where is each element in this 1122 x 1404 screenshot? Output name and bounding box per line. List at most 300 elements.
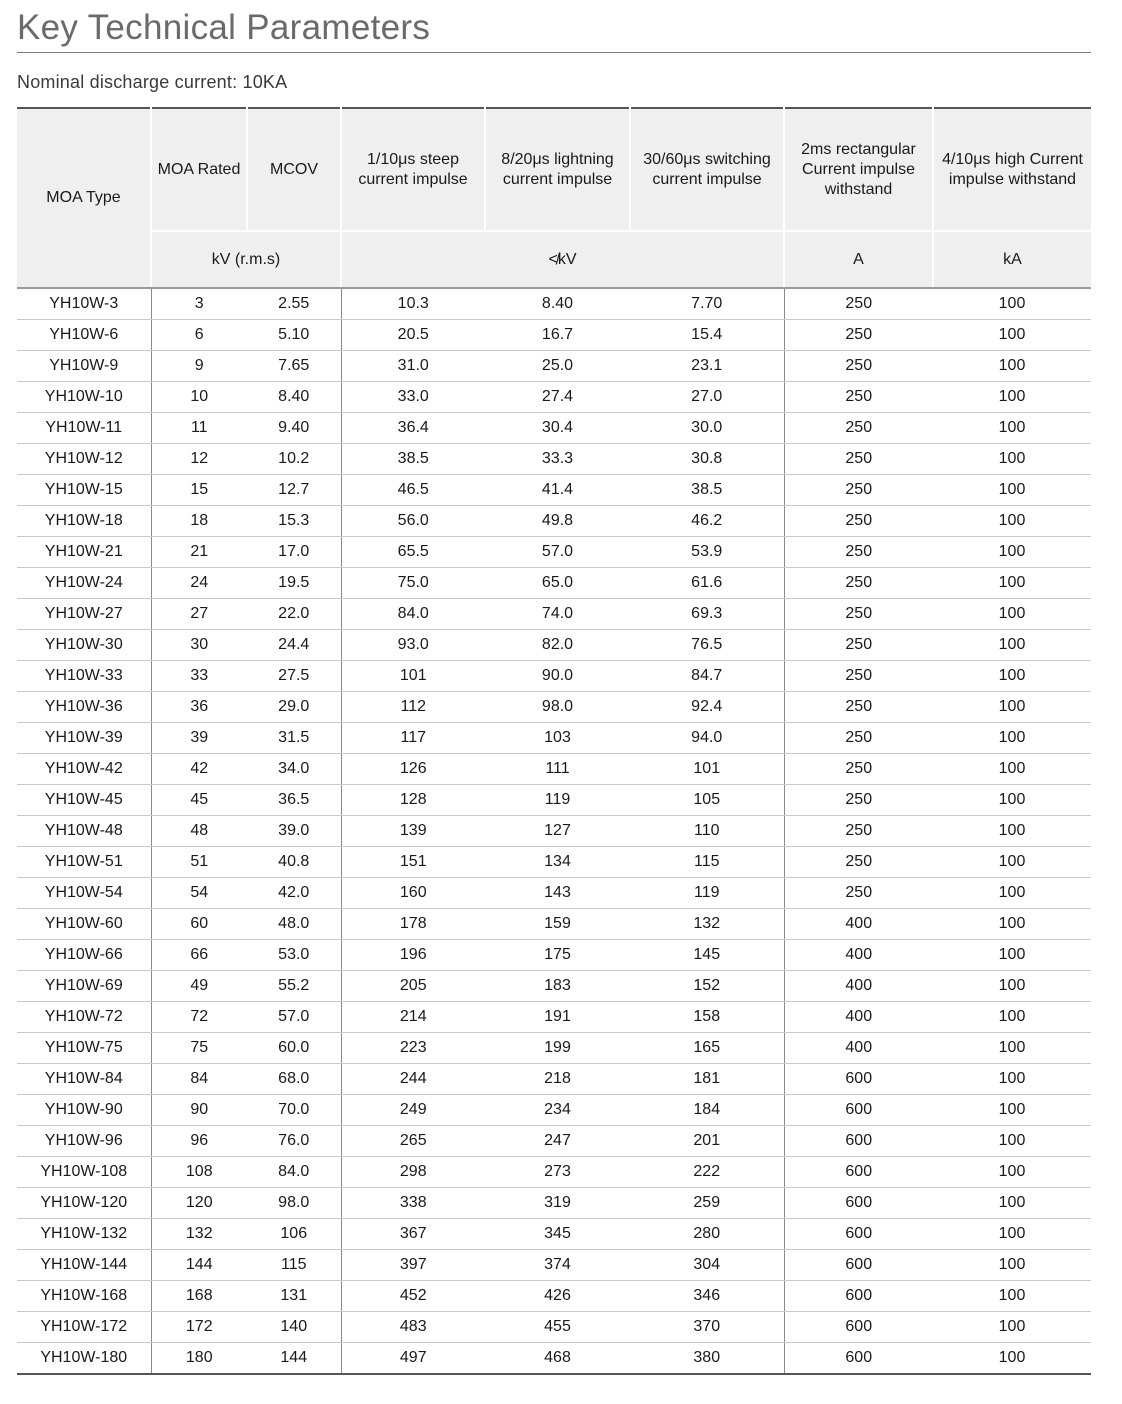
table-row bbox=[17, 940, 1091, 971]
cell-mcov: 39.0 bbox=[247, 816, 341, 847]
cell-lightning: 199 bbox=[485, 1033, 630, 1064]
cell-lightning: 119 bbox=[485, 785, 630, 816]
cell-moa-rated: 12 bbox=[151, 444, 247, 475]
cell-high-current: 100 bbox=[933, 1033, 1091, 1064]
cell-rectangular: 250 bbox=[784, 599, 933, 630]
cell-steep: 244 bbox=[341, 1064, 485, 1095]
cell-steep: 196 bbox=[341, 940, 485, 971]
cell-steep: 265 bbox=[341, 1126, 485, 1157]
cell-mcov: 48.0 bbox=[247, 909, 341, 940]
unit-voltage: kV (r.m.s) bbox=[151, 231, 341, 288]
cell-steep: 160 bbox=[341, 878, 485, 909]
cell-high-current: 100 bbox=[933, 1002, 1091, 1033]
cell-rectangular: 250 bbox=[784, 320, 933, 351]
cell-rectangular: 250 bbox=[784, 537, 933, 568]
table-row bbox=[17, 288, 1091, 320]
cell-moa-type: YH10W-30 bbox=[17, 630, 151, 661]
cell-switching: 346 bbox=[630, 1281, 784, 1312]
cell-switching: 101 bbox=[630, 754, 784, 785]
cell-moa-rated: 51 bbox=[151, 847, 247, 878]
cell-lightning: 8.40 bbox=[485, 288, 630, 320]
table-row bbox=[17, 816, 1091, 847]
cell-rectangular: 400 bbox=[784, 1002, 933, 1033]
cell-steep: 56.0 bbox=[341, 506, 485, 537]
cell-rectangular: 250 bbox=[784, 692, 933, 723]
cell-lightning: 218 bbox=[485, 1064, 630, 1095]
cell-moa-rated: 144 bbox=[151, 1250, 247, 1281]
cell-moa-type: YH10W-75 bbox=[17, 1033, 151, 1064]
cell-mcov: 42.0 bbox=[247, 878, 341, 909]
cell-mcov: 12.7 bbox=[247, 475, 341, 506]
cell-high-current: 100 bbox=[933, 1064, 1091, 1095]
cell-mcov: 29.0 bbox=[247, 692, 341, 723]
cell-switching: 110 bbox=[630, 816, 784, 847]
table-row bbox=[17, 1219, 1091, 1250]
cell-moa-type: YH10W-15 bbox=[17, 475, 151, 506]
cell-high-current: 100 bbox=[933, 320, 1091, 351]
cell-high-current: 100 bbox=[933, 1219, 1091, 1250]
cell-lightning: 127 bbox=[485, 816, 630, 847]
cell-moa-rated: 48 bbox=[151, 816, 247, 847]
cell-rectangular: 600 bbox=[784, 1281, 933, 1312]
cell-rectangular: 250 bbox=[784, 288, 933, 320]
cell-moa-type: YH10W-66 bbox=[17, 940, 151, 971]
table-row bbox=[17, 1250, 1091, 1281]
cell-lightning: 455 bbox=[485, 1312, 630, 1343]
cell-steep: 497 bbox=[399, 1349, 427, 1366]
cell-rectangular: 250 bbox=[784, 723, 933, 754]
cell-moa-rated: 11 bbox=[151, 413, 247, 444]
page-title: Key Technical Parameters bbox=[17, 8, 431, 47]
cell-lightning: 319 bbox=[485, 1188, 630, 1219]
cell-high-current: 100 bbox=[933, 940, 1091, 971]
cell-moa-rated: 42 bbox=[151, 754, 247, 785]
cell-high-current: 100 bbox=[933, 847, 1091, 878]
cell-lightning: 98.0 bbox=[485, 692, 630, 723]
cell-switching: 184 bbox=[630, 1095, 784, 1126]
cell-moa-type: YH10W-3 bbox=[17, 288, 151, 320]
cell-switching: 380 bbox=[630, 1343, 784, 1375]
table-row bbox=[17, 1281, 1091, 1312]
cell-steep: 151 bbox=[341, 847, 485, 878]
cell-moa-rated: 90 bbox=[151, 1095, 247, 1126]
cell-steep: 93.0 bbox=[341, 630, 485, 661]
cell-high-current: 100 bbox=[933, 288, 1091, 320]
cell-rectangular: 400 bbox=[784, 971, 933, 1002]
cell-steep: 46.5 bbox=[341, 475, 485, 506]
cell-lightning: 30.4 bbox=[485, 413, 630, 444]
cell-moa-type: YH10W-18 bbox=[17, 506, 151, 537]
cell-switching: 76.5 bbox=[630, 630, 784, 661]
unit-rectangular: A bbox=[784, 231, 933, 288]
cell-mcov: 9.40 bbox=[247, 413, 341, 444]
cell-lightning: 345 bbox=[485, 1219, 630, 1250]
cell-rectangular: 250 bbox=[784, 785, 933, 816]
cell-moa-rated: 3 bbox=[151, 288, 247, 320]
cell-moa-type: YH10W-144 bbox=[17, 1250, 151, 1281]
table-row bbox=[17, 971, 1091, 1002]
cell-mcov: 17.0 bbox=[247, 537, 341, 568]
cell-steep: 33.0 bbox=[341, 382, 485, 413]
cell-moa-rated: 132 bbox=[151, 1219, 247, 1250]
unit-high-current: kA bbox=[933, 231, 1091, 288]
cell-lightning: 27.4 bbox=[485, 382, 630, 413]
cell-moa-type: YH10W-12 bbox=[17, 444, 151, 475]
cell-mcov: 27.5 bbox=[247, 661, 341, 692]
cell-moa-type: YH10W-108 bbox=[17, 1157, 151, 1188]
cell-moa-type: YH10W-39 bbox=[17, 723, 151, 754]
cell-lightning: 247 bbox=[485, 1126, 630, 1157]
cell-moa-rated: 96 bbox=[151, 1126, 247, 1157]
cell-mcov: 106 bbox=[247, 1219, 341, 1250]
table-row bbox=[17, 1064, 1091, 1095]
cell-moa-type: YH10W-6 bbox=[17, 320, 151, 351]
cell-moa-type: YH10W-10 bbox=[17, 382, 151, 413]
header-rectangular-withstand: 2ms rectangular Current impulse withstand bbox=[784, 108, 933, 231]
cell-steep: 84.0 bbox=[341, 599, 485, 630]
cell-high-current: 100 bbox=[933, 723, 1091, 754]
cell-rectangular: 600 bbox=[784, 1126, 933, 1157]
cell-steep: 117 bbox=[341, 723, 485, 754]
cell-mcov: 55.2 bbox=[247, 971, 341, 1002]
cell-mcov: 19.5 bbox=[247, 568, 341, 599]
cell-steep: 65.5 bbox=[341, 537, 485, 568]
cell-switching: 38.5 bbox=[630, 475, 784, 506]
cell-moa-rated: 172 bbox=[151, 1312, 247, 1343]
cell-steep: 112 bbox=[341, 692, 485, 723]
cell-switching: 105 bbox=[630, 785, 784, 816]
cell-mcov: 22.0 bbox=[247, 599, 341, 630]
cell-high-current: 100 bbox=[933, 1281, 1091, 1312]
cell-moa-rated: 84 bbox=[151, 1064, 247, 1095]
table-row bbox=[17, 1343, 1091, 1375]
table-row bbox=[17, 723, 1091, 754]
cell-rectangular: 600 bbox=[784, 1250, 933, 1281]
cell-high-current: 100 bbox=[933, 444, 1091, 475]
cell-lightning: 82.0 bbox=[485, 630, 630, 661]
cell-lightning: 25.0 bbox=[485, 351, 630, 382]
cell-switching: 61.6 bbox=[630, 568, 784, 599]
cell-moa-rated: 18 bbox=[151, 506, 247, 537]
cell-switching: 132 bbox=[630, 909, 784, 940]
cell-moa-type: YH10W-33 bbox=[17, 661, 151, 692]
cell-moa-type: YH10W-45 bbox=[17, 785, 151, 816]
cell-mcov: 140 bbox=[247, 1312, 341, 1343]
cell-high-current: 100 bbox=[933, 382, 1091, 413]
cell-switching: 46.2 bbox=[630, 506, 784, 537]
cell-mcov: 76.0 bbox=[247, 1126, 341, 1157]
cell-moa-rated: 10 bbox=[151, 382, 247, 413]
cell-high-current: 100 bbox=[933, 351, 1091, 382]
cell-moa-rated: 75 bbox=[151, 1033, 247, 1064]
cell-high-current: 100 bbox=[933, 1157, 1091, 1188]
cell-moa-rated: 9 bbox=[151, 351, 247, 382]
cell-lightning: 191 bbox=[485, 1002, 630, 1033]
cell-moa-type: YH10W-9 bbox=[17, 351, 151, 382]
table-row bbox=[17, 878, 1091, 909]
cell-high-current: 100 bbox=[933, 1095, 1091, 1126]
cell-moa-rated: 168 bbox=[151, 1281, 247, 1312]
cell-moa-rated: 66 bbox=[151, 940, 247, 971]
cell-moa-rated: 15 bbox=[151, 475, 247, 506]
cell-rectangular: 600 bbox=[845, 1349, 873, 1366]
cell-moa-rated: 36 bbox=[151, 692, 247, 723]
cell-high-current: 100 bbox=[933, 475, 1091, 506]
table-row bbox=[17, 847, 1091, 878]
cell-high-current: 100 bbox=[933, 537, 1091, 568]
cell-moa-type: YH10W-90 bbox=[17, 1095, 151, 1126]
nominal-discharge-subtitle: Nominal discharge current: 10KA bbox=[17, 72, 288, 92]
cell-switching: 119 bbox=[630, 878, 784, 909]
cell-steep: 214 bbox=[341, 1002, 485, 1033]
cell-steep: 38.5 bbox=[341, 444, 485, 475]
cell-steep: 20.5 bbox=[341, 320, 485, 351]
cell-moa-type: YH10W-54 bbox=[17, 878, 151, 909]
table-row bbox=[17, 320, 1091, 351]
cell-moa-rated: 72 bbox=[151, 1002, 247, 1033]
cell-mcov: 31.5 bbox=[247, 723, 341, 754]
cell-switching: 259 bbox=[630, 1188, 784, 1219]
cell-lightning: 159 bbox=[485, 909, 630, 940]
cell-moa-type: YH10W-172 bbox=[17, 1312, 151, 1343]
cell-moa-type: YH10W-27 bbox=[17, 599, 151, 630]
cell-steep: 75.0 bbox=[341, 568, 485, 599]
cell-mcov: 84.0 bbox=[247, 1157, 341, 1188]
cell-switching: 158 bbox=[630, 1002, 784, 1033]
cell-lightning: 374 bbox=[485, 1250, 630, 1281]
cell-mcov: 68.0 bbox=[247, 1064, 341, 1095]
cell-moa-type: YH10W-48 bbox=[17, 816, 151, 847]
table-row bbox=[17, 785, 1091, 816]
cell-high-current: 100 bbox=[933, 661, 1091, 692]
cell-lightning: 90.0 bbox=[485, 661, 630, 692]
technical-parameters-table bbox=[17, 107, 1091, 1375]
cell-rectangular: 250 bbox=[784, 630, 933, 661]
table-row bbox=[17, 1095, 1091, 1126]
cell-moa-rated: 180 bbox=[185, 1349, 213, 1366]
cell-rectangular: 400 bbox=[784, 1033, 933, 1064]
cell-moa-type: YH10W-132 bbox=[17, 1219, 151, 1250]
cell-steep: 397 bbox=[341, 1250, 485, 1281]
cell-moa-type: YH10W-11 bbox=[17, 413, 151, 444]
cell-mcov: 5.10 bbox=[247, 320, 341, 351]
cell-lightning: 33.3 bbox=[485, 444, 630, 475]
table-row bbox=[17, 630, 1091, 661]
cell-rectangular: 600 bbox=[784, 1157, 933, 1188]
cell-moa-type: YH10W-96 bbox=[17, 1126, 151, 1157]
table-row bbox=[17, 1312, 1091, 1343]
cell-steep: 249 bbox=[341, 1095, 485, 1126]
table-row bbox=[17, 754, 1091, 785]
cell-lightning: 143 bbox=[485, 878, 630, 909]
cell-rectangular: 250 bbox=[784, 568, 933, 599]
cell-mcov: 10.2 bbox=[247, 444, 341, 475]
cell-mcov: 2.55 bbox=[247, 288, 341, 320]
table-row bbox=[17, 413, 1091, 444]
cell-moa-rated: 30 bbox=[151, 630, 247, 661]
cell-high-current: 100 bbox=[933, 785, 1091, 816]
table-row bbox=[17, 1157, 1091, 1188]
cell-moa-rated: 21 bbox=[151, 537, 247, 568]
cell-lightning: 183 bbox=[485, 971, 630, 1002]
cell-rectangular: 250 bbox=[784, 754, 933, 785]
header-high-current-withstand: 4/10μs high Current impulse withstand bbox=[933, 108, 1091, 231]
cell-mcov: 98.0 bbox=[247, 1188, 341, 1219]
cell-lightning: 111 bbox=[485, 754, 630, 785]
cell-switching: 165 bbox=[630, 1033, 784, 1064]
header-moa-type: MOA Type bbox=[17, 108, 151, 288]
cell-steep: 367 bbox=[341, 1219, 485, 1250]
cell-lightning: 41.4 bbox=[485, 475, 630, 506]
cell-steep: 126 bbox=[341, 754, 485, 785]
cell-mcov: 7.65 bbox=[247, 351, 341, 382]
cell-mcov: 70.0 bbox=[247, 1095, 341, 1126]
cell-steep: 101 bbox=[341, 661, 485, 692]
cell-moa-rated: 49 bbox=[151, 971, 247, 1002]
cell-switching: 94.0 bbox=[630, 723, 784, 754]
cell-mcov: 24.4 bbox=[247, 630, 341, 661]
title-divider bbox=[17, 52, 1091, 53]
cell-moa-type: YH10W-51 bbox=[17, 847, 151, 878]
cell-lightning: 273 bbox=[485, 1157, 630, 1188]
cell-switching: 27.0 bbox=[630, 382, 784, 413]
cell-moa-type: YH10W-180 bbox=[17, 1343, 151, 1375]
cell-mcov: 60.0 bbox=[247, 1033, 341, 1064]
cell-mcov: 15.3 bbox=[247, 506, 341, 537]
cell-moa-rated: 6 bbox=[151, 320, 247, 351]
cell-lightning: 134 bbox=[485, 847, 630, 878]
table-row bbox=[17, 1188, 1091, 1219]
cell-high-current: 100 bbox=[933, 568, 1091, 599]
cell-rectangular: 250 bbox=[784, 413, 933, 444]
cell-lightning: 74.0 bbox=[485, 599, 630, 630]
cell-switching: 370 bbox=[630, 1312, 784, 1343]
cell-rectangular: 250 bbox=[784, 661, 933, 692]
cell-high-current: 100 bbox=[933, 599, 1091, 630]
cell-rectangular: 250 bbox=[784, 444, 933, 475]
cell-moa-rated: 108 bbox=[151, 1157, 247, 1188]
cell-steep: 31.0 bbox=[341, 351, 485, 382]
table-row bbox=[17, 1033, 1091, 1064]
cell-mcov: 57.0 bbox=[247, 1002, 341, 1033]
cell-mcov: 8.40 bbox=[247, 382, 341, 413]
cell-high-current: 100 bbox=[933, 878, 1091, 909]
cell-steep: 298 bbox=[341, 1157, 485, 1188]
cell-switching: 92.4 bbox=[630, 692, 784, 723]
cell-moa-type: YH10W-120 bbox=[17, 1188, 151, 1219]
cell-switching: 280 bbox=[630, 1219, 784, 1250]
cell-rectangular: 250 bbox=[784, 816, 933, 847]
cell-mcov: 40.8 bbox=[247, 847, 341, 878]
cell-lightning: 175 bbox=[485, 940, 630, 971]
cell-moa-type: YH10W-72 bbox=[17, 1002, 151, 1033]
cell-rectangular: 250 bbox=[784, 847, 933, 878]
cell-steep: 128 bbox=[341, 785, 485, 816]
cell-lightning: 468 bbox=[544, 1349, 571, 1366]
cell-mcov: 34.0 bbox=[247, 754, 341, 785]
header-row-titles bbox=[17, 108, 1091, 231]
header-lightning-impulse: 8/20μs lightning current impulse bbox=[485, 108, 630, 231]
table-body bbox=[17, 288, 1091, 1374]
table-row bbox=[17, 351, 1091, 382]
cell-high-current: 100 bbox=[933, 413, 1091, 444]
cell-switching: 30.8 bbox=[630, 444, 784, 475]
cell-high-current: 100 bbox=[998, 1349, 1026, 1366]
cell-high-current: 100 bbox=[933, 630, 1091, 661]
cell-moa-rated: 27 bbox=[151, 599, 247, 630]
cell-lightning: 49.8 bbox=[485, 506, 630, 537]
table-row bbox=[17, 909, 1091, 940]
cell-mcov: 144 bbox=[247, 1343, 341, 1375]
cell-high-current: 100 bbox=[933, 816, 1091, 847]
cell-steep: 36.4 bbox=[341, 413, 485, 444]
cell-rectangular: 600 bbox=[784, 1219, 933, 1250]
cell-high-current: 100 bbox=[933, 1312, 1091, 1343]
cell-moa-type: YH10W-69 bbox=[17, 971, 151, 1002]
cell-steep: 178 bbox=[341, 909, 485, 940]
header-row-units bbox=[17, 231, 1091, 288]
cell-rectangular: 250 bbox=[784, 351, 933, 382]
cell-moa-rated: 120 bbox=[151, 1188, 247, 1219]
cell-lightning: 234 bbox=[485, 1095, 630, 1126]
header-mcov: MCOV bbox=[247, 108, 341, 231]
cell-moa-rated: 33 bbox=[151, 661, 247, 692]
cell-steep: 205 bbox=[341, 971, 485, 1002]
cell-mcov: 53.0 bbox=[247, 940, 341, 971]
cell-high-current: 100 bbox=[933, 1126, 1091, 1157]
cell-switching: 84.7 bbox=[630, 661, 784, 692]
cell-rectangular: 600 bbox=[784, 1064, 933, 1095]
cell-high-current: 100 bbox=[933, 909, 1091, 940]
cell-high-current: 100 bbox=[933, 754, 1091, 785]
cell-moa-rated: 60 bbox=[151, 909, 247, 940]
cell-mcov: 115 bbox=[247, 1250, 341, 1281]
table-row bbox=[17, 692, 1091, 723]
cell-steep: 452 bbox=[341, 1281, 485, 1312]
cell-moa-rated: 45 bbox=[151, 785, 247, 816]
cell-high-current: 100 bbox=[933, 506, 1091, 537]
cell-lightning: 65.0 bbox=[485, 568, 630, 599]
table-row bbox=[17, 568, 1091, 599]
header-moa-rated: MOA Rated bbox=[151, 108, 247, 231]
cell-steep: 483 bbox=[341, 1312, 485, 1343]
cell-switching: 15.4 bbox=[630, 320, 784, 351]
cell-rectangular: 600 bbox=[784, 1095, 933, 1126]
cell-switching: 69.3 bbox=[630, 599, 784, 630]
cell-lightning: 16.7 bbox=[485, 320, 630, 351]
unit-residual-voltage: ≮kV bbox=[341, 231, 784, 288]
cell-high-current: 100 bbox=[933, 692, 1091, 723]
cell-switching: 222 bbox=[630, 1157, 784, 1188]
cell-rectangular: 400 bbox=[784, 940, 933, 971]
cell-steep: 338 bbox=[341, 1188, 485, 1219]
table-row bbox=[17, 382, 1091, 413]
table-row bbox=[17, 475, 1091, 506]
cell-moa-type: YH10W-168 bbox=[17, 1281, 151, 1312]
cell-rectangular: 250 bbox=[784, 506, 933, 537]
cell-moa-rated: 39 bbox=[151, 723, 247, 754]
cell-rectangular: 600 bbox=[784, 1188, 933, 1219]
cell-moa-type: YH10W-36 bbox=[17, 692, 151, 723]
cell-rectangular: 400 bbox=[784, 909, 933, 940]
table-row bbox=[17, 444, 1091, 475]
cell-high-current: 100 bbox=[933, 1188, 1091, 1219]
cell-moa-rated: 54 bbox=[151, 878, 247, 909]
cell-high-current: 100 bbox=[933, 971, 1091, 1002]
cell-switching: 145 bbox=[630, 940, 784, 971]
cell-switching: 304 bbox=[630, 1250, 784, 1281]
cell-moa-type: YH10W-42 bbox=[17, 754, 151, 785]
